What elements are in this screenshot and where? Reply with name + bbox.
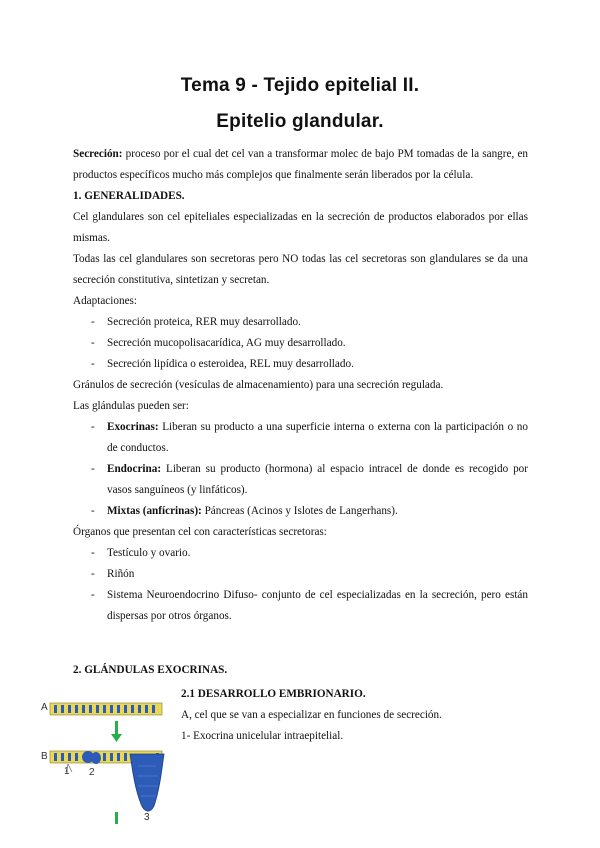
- page-subtitle: Epitelio glandular.: [216, 111, 384, 132]
- figure-label-2: 2: [89, 767, 95, 778]
- intro-term: Secreción:: [73, 148, 123, 160]
- page-title: Tema 9 - Tejido epitelial II.: [180, 75, 420, 96]
- gland-text: Liberan su producto a una superficie interna o externa con la participación o no de conductos.: [107, 421, 528, 454]
- glands-label: Las glándulas pueden ser:: [73, 400, 189, 412]
- gland-development-figure: [38, 696, 178, 826]
- gland-types-list: [73, 417, 528, 522]
- figure-label-3: 3: [144, 812, 150, 823]
- main-content: [73, 144, 528, 627]
- list-item: - Riñón: [73, 564, 528, 585]
- intro-paragraph: [73, 144, 528, 186]
- adaptations-list: [73, 312, 528, 375]
- gland-term: Exocrinas:: [107, 421, 159, 433]
- intro-text: proceso por el cual det cel van a transformar molec de bajo PM tomadas de la sangre, en productos específicos mucho más complejos que finalmente serán liberados por la célula.: [73, 148, 528, 181]
- list-item: - Secreción proteica, RER muy desarrollado.: [73, 312, 528, 333]
- section1-heading: 1. GENERALIDADES.: [73, 190, 185, 202]
- gland-development-illustration: [38, 696, 178, 826]
- list-item: - Sistema Neuroendocrino Difuso- conjunto de cel especializadas en la secreción, pero están dispersas por otros órganos.: [73, 585, 528, 627]
- section2-p1: A, cel que se van a especializar en funciones de secreción.: [181, 709, 442, 721]
- gland-term: Mixtas (anfícrinas):: [107, 505, 202, 517]
- gland-text: Liberan su producto (hormona) al espacio intracel de donde es recogido por vasos sanguíneos (y linfáticos).: [107, 463, 528, 496]
- adaptations-label: Adaptaciones:: [73, 295, 137, 307]
- list-item: [73, 459, 528, 501]
- gland-bud: [130, 754, 164, 811]
- gland-term: Endocrina:: [107, 463, 162, 475]
- list-item: [73, 501, 528, 522]
- figure-label-a: A: [41, 702, 48, 713]
- section2-subheading: 2.1 DESARROLLO EMBRIONARIO.: [181, 688, 366, 700]
- down-arrow-icon: [111, 721, 122, 742]
- arrow-stem: [115, 812, 118, 824]
- figure-label-1: 1: [64, 766, 70, 777]
- list-item: - Secreción lipídica o esteroidea, REL muy desarrollado.: [73, 354, 528, 375]
- list-item: [73, 417, 528, 459]
- section1-p1: Cel glandulares son cel epiteliales especializadas en la secreción de productos elaborados por ellas mismas.: [73, 211, 528, 244]
- figure-label-b: B: [41, 751, 48, 762]
- list-item: - Testículo y ovario.: [73, 543, 528, 564]
- section2-heading: 2. GLÁNDULAS EXOCRINAS.: [73, 664, 228, 676]
- list-item: - Secreción mucopolisacarídica, AG muy desarrollado.: [73, 333, 528, 354]
- section2-content: [181, 684, 521, 747]
- section1-p2: Todas las cel glandulares son secretoras pero NO todas las cel secretoras son glandulares se da una secreción constitutiva, sintetizan y secretan.: [73, 253, 528, 286]
- section2-p2: 1- Exocrina unicelular intraepitelial.: [181, 730, 344, 742]
- granules-paragraph: Gránulos de secreción (vesículas de almacenamiento) para una secreción regulada.: [73, 379, 444, 391]
- organs-label: Órganos que presentan cel con características secretoras:: [73, 526, 327, 538]
- gland-text: Páncreas (Acinos y Islotes de Langerhans).: [201, 505, 398, 517]
- epithelium-a: [50, 703, 162, 715]
- organs-list: [73, 543, 528, 627]
